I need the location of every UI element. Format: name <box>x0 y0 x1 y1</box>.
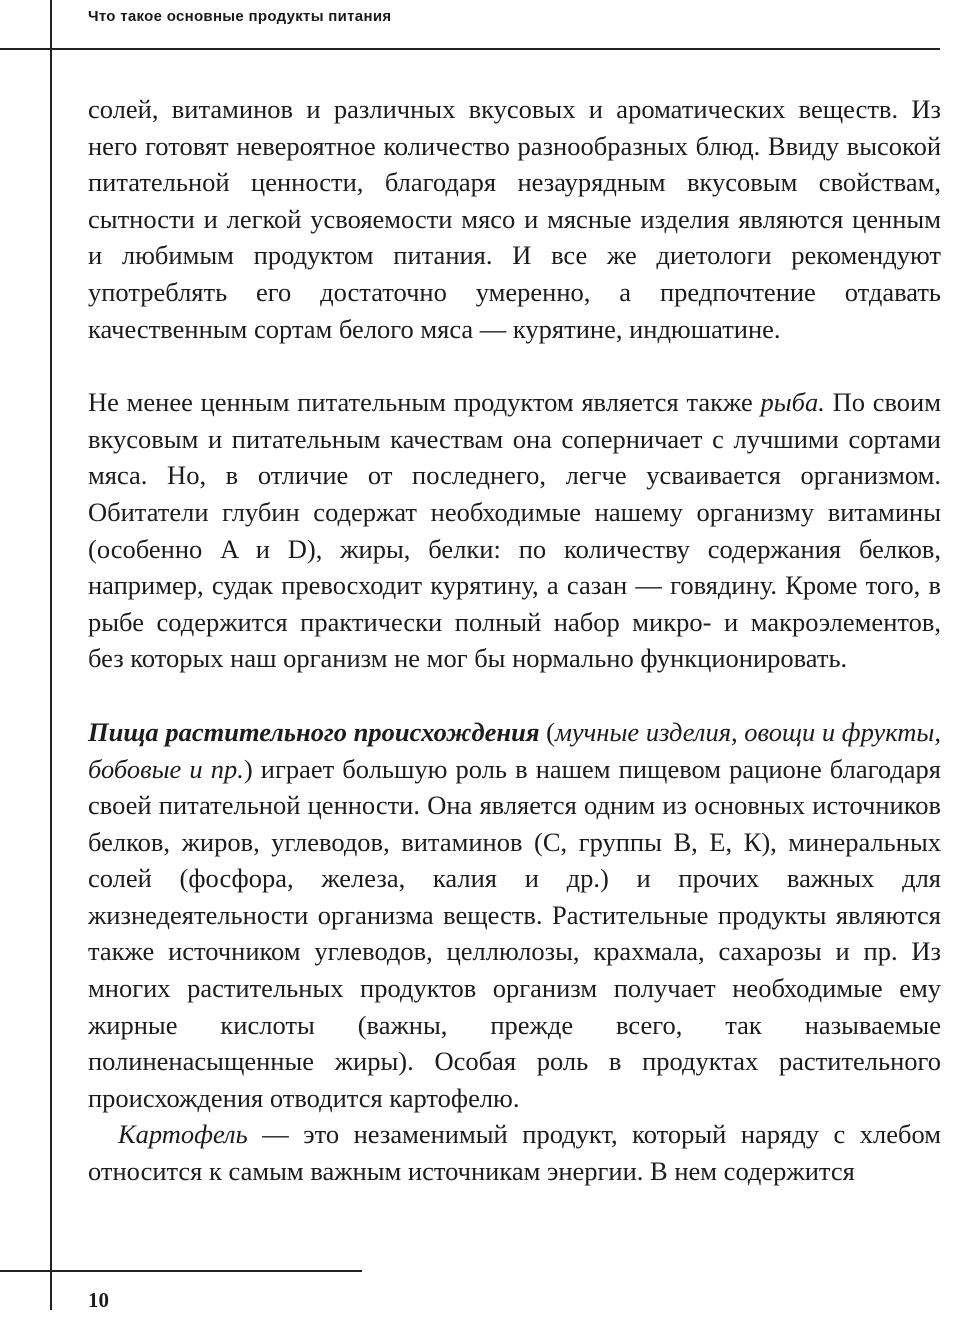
plant-food-term: Пища растительного происхождения <box>88 716 540 747</box>
paragraph-potato-text: — это незаменимый продукт, который наряду с хлебом относится к самым важным источникам энергии. В нем содержится <box>88 1119 941 1187</box>
page-body <box>88 91 941 1190</box>
paragraph-plant-open-paren: ( <box>539 716 555 747</box>
potato-term: Картофель <box>118 1119 248 1150</box>
running-header: Что такое основные продукты питания <box>88 8 392 25</box>
paragraph-fish <box>88 384 941 677</box>
paragraph-fish-text-2: По своим вкусовым и питательным качествам она соперничает с лучшими сортами мяса. Но, в отличие от последнего, легче усваивается организмом. Обитатели глубин содержат необходимые нашему организму витамины (особенно A и D), жиры, белки: по количеству содержания белков, например, судак превосходит курятину, а сазан — говядину. Кроме того, в рыбе содержится практически полный набор микро- и макроэлементов, без которых наш организм не мог бы нормально функционировать. <box>88 387 941 674</box>
fish-term: рыба. <box>760 387 825 418</box>
paragraph-meat <box>88 91 941 347</box>
footer-rule <box>0 1270 362 1272</box>
vertical-margin-rule <box>50 0 52 1310</box>
paragraph-plant-text: ) играет большую роль в нашем пищевом рационе благодаря своей питательной ценности. Она является одним из основных источников белков, жиров, углеводов, витаминов (С, группы В, Е, К), минеральных солей (фосфора, железа, калия и др.) и прочих важных для жизнедеятельности организма веществ. Растительные продукты являются также источником углеводов, целлюлозы, крахмала, сахарозы и пр. Из многих растительных продуктов организм получает необходимые ему жирные кислоты (важны, прежде всего, так называемые полиненасыщенные жиры). Особая роль в продуктах растительного происхождения отводится картофелю. <box>88 753 941 1113</box>
header-rule <box>0 48 940 50</box>
page-number: 10 <box>88 1288 109 1312</box>
paragraph-fish-text-1: Не менее ценным питательным продуктом является также <box>88 387 761 418</box>
plant-food-examples: мучные изделия, овощи и фрукты, бобовые и пр. <box>88 716 941 784</box>
paragraph-plant-food <box>88 714 941 1117</box>
paragraph-potato <box>88 1116 941 1189</box>
paragraph-meat-text: солей, витаминов и различных вкусовых и ароматических веществ. Из него готовят невероятное количество разнообразных блюд. Ввиду высокой питательной ценности, благодаря незаурядным вкусовым свойствам, сытности и легкой усвояемости мясо и мясные изделия являются ценным и любимым продуктом питания. И все же диетологи рекомендуют употреблять его достаточно умеренно, а предпочтение отдавать качественным сортам белого мяса — курятине, индюшатине. <box>88 94 941 344</box>
